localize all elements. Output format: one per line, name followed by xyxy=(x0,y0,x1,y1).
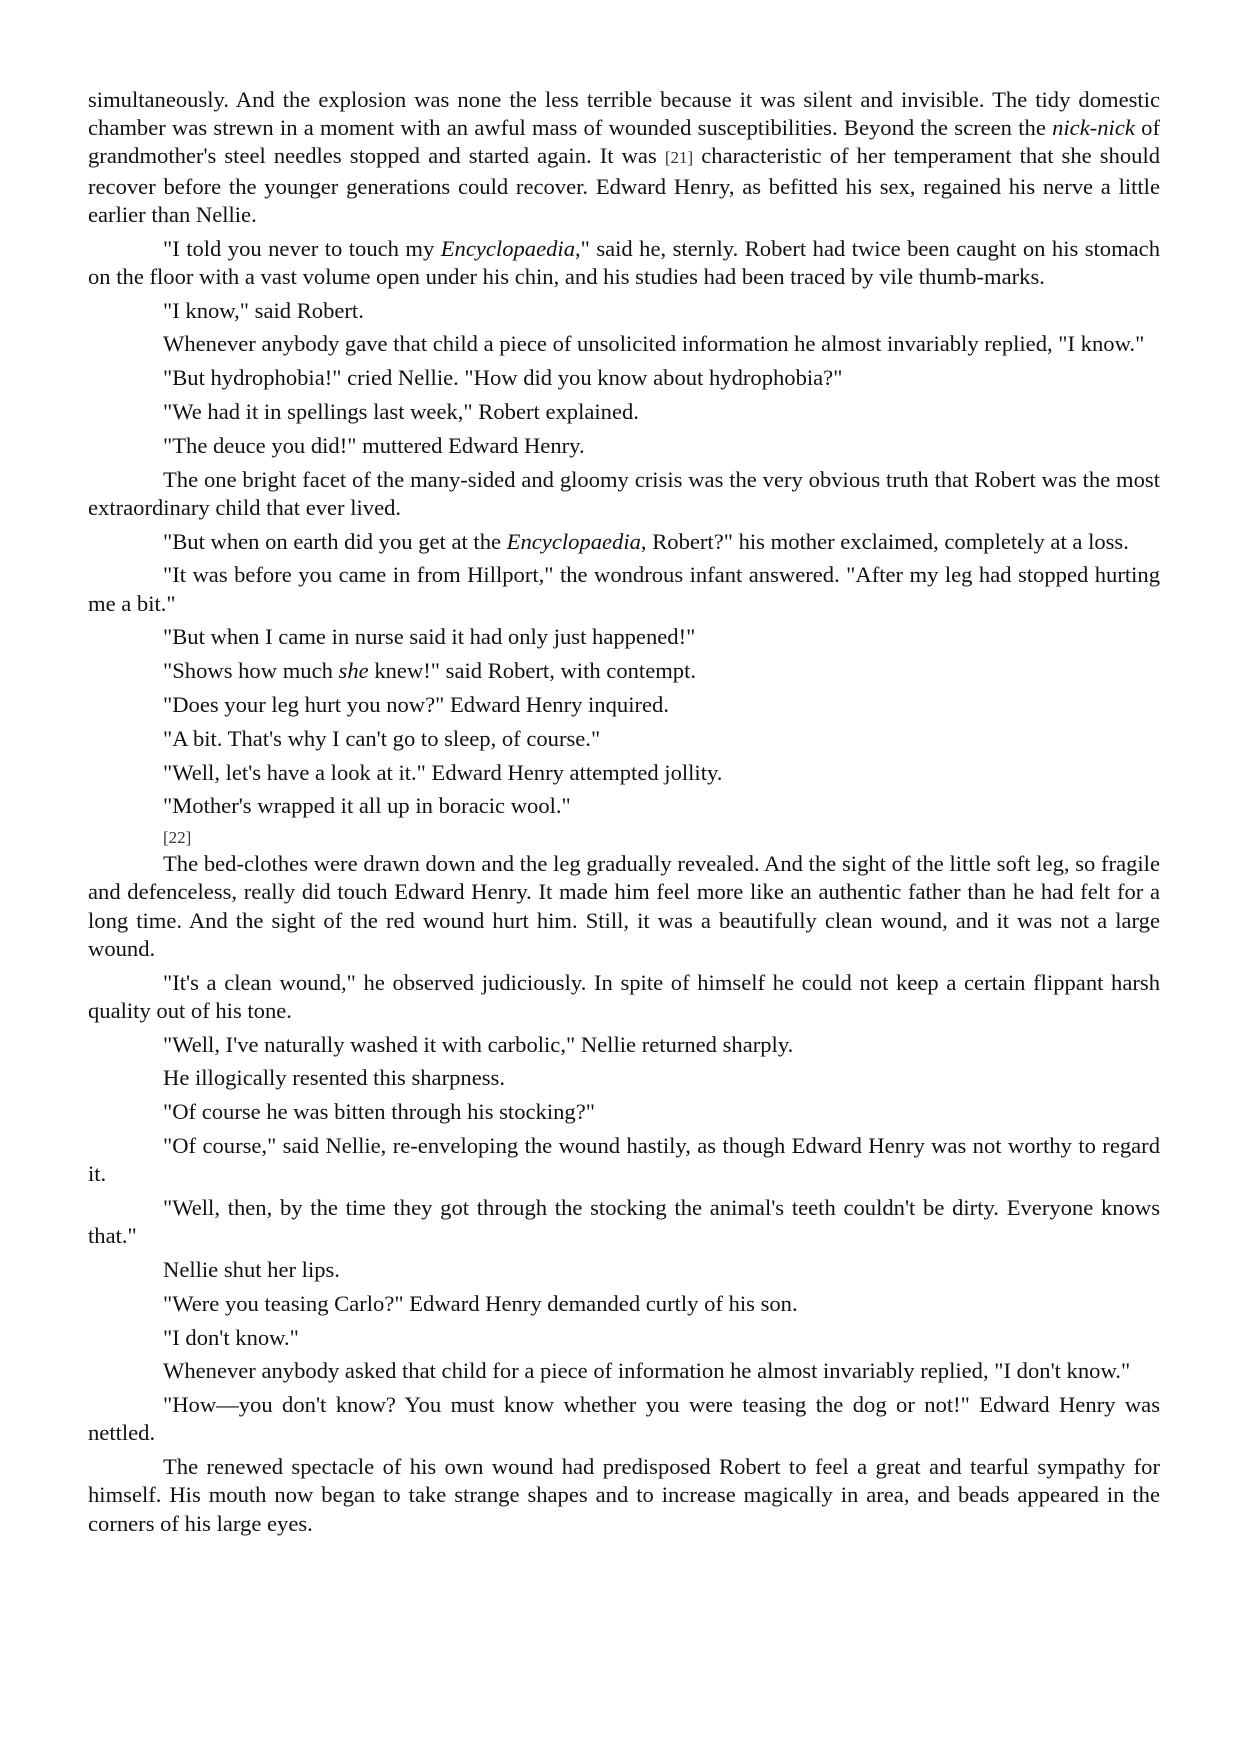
text-run: "A bit. That's why I can't go to sleep, of course." xyxy=(163,725,601,751)
text-run: "Of course," said Nellie, re-enveloping the wound hastily, as though Edward Henry was not worthy to regard it. xyxy=(88,1132,1160,1187)
paragraph xyxy=(88,759,1160,787)
paragraph xyxy=(88,364,1160,392)
paragraph xyxy=(88,330,1160,358)
text-run: "I don't know." xyxy=(163,1324,299,1350)
paragraph xyxy=(88,1290,1160,1318)
paragraph xyxy=(88,792,1160,820)
paragraph xyxy=(88,235,1160,291)
paragraph xyxy=(88,1357,1160,1385)
paragraph xyxy=(88,398,1160,426)
text-run: "It's a clean wound," he observed judiciously. In spite of himself he could not keep a certain flippant harsh quality out of his tone. xyxy=(88,969,1160,1023)
text-run: "Shows how much xyxy=(163,658,339,684)
text-run: "Of course he was bitten through his stocking?" xyxy=(163,1099,595,1125)
paragraph xyxy=(88,1256,1160,1284)
text-run: "But hydrophobia!" cried Nellie. "How did you know about hydrophobia?" xyxy=(163,365,843,391)
page-number-marker: [22] xyxy=(163,828,192,848)
text-run: "Well, let's have a look at it." Edward Henry attempted jollity. xyxy=(163,759,723,785)
paragraph xyxy=(88,1194,1160,1250)
paragraph xyxy=(88,1132,1160,1188)
text-run: , Robert?" his mother exclaimed, completely at a loss. xyxy=(640,528,1129,554)
paragraph xyxy=(88,528,1160,556)
text-run: "Well, I've naturally washed it with carbolic," Nellie returned sharply. xyxy=(163,1031,794,1057)
paragraph xyxy=(88,86,1160,229)
text-run: He illogically resented this sharpness. xyxy=(163,1065,505,1091)
paragraph xyxy=(88,850,1160,963)
text-run: "Does your leg hurt you now?" Edward Henry inquired. xyxy=(163,691,669,717)
paragraph xyxy=(88,432,1160,460)
text-run: "We had it in spellings last week," Robert explained. xyxy=(163,399,639,424)
text-run: "Well, then, by the time they got through the stocking the animal's teeth couldn't be dirty. Everyone knows that." xyxy=(88,1194,1160,1249)
text-run: "But when on earth did you get at the xyxy=(163,528,507,554)
text-run: ," said he, sternly. Robert had twice been caught on his stomach on the floor with a vast volume open under his chin, and his studies had been traced by vile thumb-marks. xyxy=(88,235,1161,289)
text-run: Nellie shut her lips. xyxy=(163,1256,340,1282)
paragraph xyxy=(88,657,1160,685)
italic-text: nick-nick xyxy=(1052,115,1135,141)
paragraph xyxy=(88,1031,1160,1059)
paragraph xyxy=(88,1391,1160,1447)
text-run: Whenever anybody asked that child for a piece of information he almost invariably replied, "I don't know." xyxy=(163,1358,1131,1384)
paragraph xyxy=(88,1064,1160,1092)
text-run: characteristic of her temperament that she should recover before the younger generations could recover. Edward Henry, as befitted his sex, regained his nerve a little earlier than Nellie. xyxy=(88,143,1161,227)
page-number-marker: [21] xyxy=(664,148,694,168)
paragraph xyxy=(88,1324,1160,1352)
text-run: "I told you never to touch my xyxy=(163,235,441,261)
text-run: The renewed spectacle of his own wound had predisposed Robert to feel a great and tearful sympathy for himself. His mouth now began to take strange shapes and to increase magically in area, and beads appeared in the corners of his large eyes. xyxy=(88,1454,1160,1536)
text-run: knew!" said Robert, with contempt. xyxy=(368,658,697,684)
text-run: "Mother's wrapped it all up in boracic wool." xyxy=(163,793,571,819)
paragraph xyxy=(88,466,1160,522)
paragraph xyxy=(88,1453,1160,1538)
text-run: Whenever anybody gave that child a piece of unsolicited information he almost invariably replied, "I know." xyxy=(163,331,1145,357)
text-run: "The deuce you did!" muttered Edward Henry. xyxy=(163,432,585,458)
text-run: "Were you teasing Carlo?" Edward Henry demanded curtly of his son. xyxy=(163,1290,798,1316)
text-run: simultaneously. And the explosion was none the less terrible because it was silent and invisible. The tidy domestic chamber was strewn in a moment with an awful mass of wounded susceptibilities. Beyond the screen the xyxy=(88,87,1160,141)
paragraph xyxy=(88,561,1160,617)
paragraph xyxy=(88,1098,1160,1126)
text-run: The one bright facet of the many-sided and gloomy crisis was the very obvious truth that Robert was the most extraordinary child that ever lived. xyxy=(88,466,1160,520)
text-run: "I know," said Robert. xyxy=(163,297,364,323)
text-run: of grandmother's steel needles stopped and started again. It was xyxy=(88,115,1160,169)
text-run: "How—you don't know? You must know whether you were teasing the dog or not!" Edward Henry was nettled. xyxy=(88,1392,1160,1446)
paragraph xyxy=(88,297,1160,325)
italic-text: she xyxy=(338,658,369,684)
paragraph xyxy=(88,969,1160,1025)
paragraph xyxy=(88,725,1160,753)
italic-text: Encyclopaedia xyxy=(440,235,575,261)
text-run: "It was before you came in from Hillport," the wondrous infant answered. "After my leg had stopped hurting me a bit." xyxy=(88,562,1160,616)
text-run: "But when I came in nurse said it had only just happened!" xyxy=(163,624,696,650)
italic-text: Encyclopaedia xyxy=(506,528,641,554)
paragraph xyxy=(88,623,1160,651)
paragraph xyxy=(88,691,1160,719)
text-run: The bed-clothes were drawn down and the leg gradually revealed. And the sight of the little soft leg, so fragile and defenceless, really did touch Edward Henry. It made him feel more like an authentic father than he had felt for a long time. And the sight of the red wound hurt him. Still, it was a beautifully clean wound, and it was not a large wound. xyxy=(88,851,1160,961)
